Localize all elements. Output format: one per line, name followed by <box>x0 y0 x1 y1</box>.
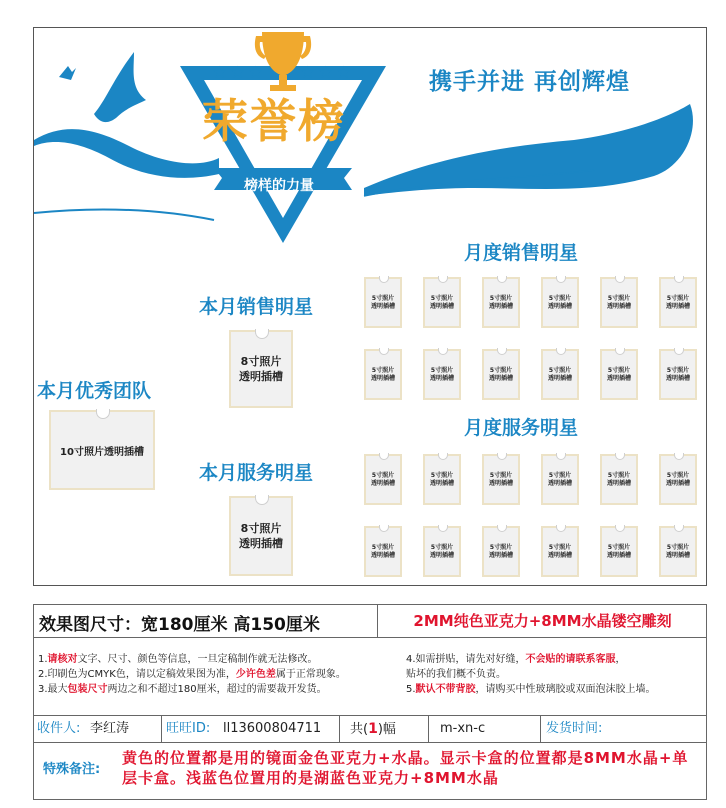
star-photo-pocket <box>423 454 461 505</box>
pocket-label: 5寸照片 透明插槽 <box>488 543 513 559</box>
order-info-sheet <box>33 604 707 800</box>
ship-time-label: 发货时间: <box>546 721 603 736</box>
star-photo-pocket <box>423 349 461 400</box>
divider <box>161 716 162 742</box>
pocket-label: 5寸照片 透明插槽 <box>547 366 572 382</box>
divider <box>540 716 541 742</box>
pocket-label: 5寸照片 透明插槽 <box>606 366 631 382</box>
star-photo-pocket <box>482 526 520 577</box>
special-note-label: 特殊备注: <box>43 762 101 777</box>
pocket-label: 5寸照片 透明插槽 <box>665 471 690 487</box>
pocket-notch <box>255 329 269 339</box>
pocket-label: 5寸照片 透明插槽 <box>665 543 690 559</box>
star-photo-pocket <box>541 526 579 577</box>
material-label: 2MM纯色亚克力+8MM水晶镂空雕刻 <box>377 605 707 638</box>
star-photo-pocket <box>364 349 402 400</box>
note-line: 4.如需拼贴，请先对好缝，不会贴的请联系客服， <box>406 654 626 665</box>
pocket-notch <box>615 453 625 460</box>
pocket-notch <box>255 495 269 505</box>
wave-line <box>34 209 214 220</box>
pocket-notch <box>556 276 566 283</box>
notes-right <box>406 652 656 697</box>
star-photo-pocket <box>364 526 402 577</box>
bird-icon <box>59 66 76 80</box>
pocket-notch <box>438 348 448 355</box>
pocket-notch <box>497 348 507 355</box>
pocket-label: 5寸照片 透明插槽 <box>606 471 631 487</box>
star-photo-pocket <box>600 454 638 505</box>
honor-title: 荣誉榜 <box>202 94 346 148</box>
star-photo-pocket <box>659 277 697 328</box>
pocket-label: 5寸照片 透明插槽 <box>547 294 572 310</box>
honor-subtitle: 榜样的力量 <box>244 178 314 194</box>
pocket-notch <box>674 525 684 532</box>
star-icon: ★ <box>230 63 246 83</box>
pocket-notch <box>674 348 684 355</box>
pocket-label: 8寸照片 透明插槽 <box>239 355 283 383</box>
size-row <box>34 605 706 638</box>
shipping-row <box>34 715 706 743</box>
pocket-label: 5寸照片 透明插槽 <box>606 543 631 559</box>
pocket-label: 5寸照片 透明插槽 <box>370 543 395 559</box>
star-photo-pocket <box>482 349 520 400</box>
size-label: 效果图尺寸：宽180厘米 高150厘米 <box>39 615 320 635</box>
pocket-notch <box>674 276 684 283</box>
service-star-photo-pocket <box>229 496 293 576</box>
pocket-label: 5寸照片 透明插槽 <box>429 366 454 382</box>
pocket-label: 5寸照片 透明插槽 <box>429 294 454 310</box>
star-icon: ★ <box>318 63 334 83</box>
pocket-notch <box>438 525 448 532</box>
note-line: 贴坏的我们概不负责。 <box>406 669 506 680</box>
slogan: 携手并进 再创辉煌 <box>429 69 631 95</box>
pocket-label: 5寸照片 透明插槽 <box>488 471 513 487</box>
star-icon: ★ <box>248 63 264 83</box>
star-photo-pocket <box>423 526 461 577</box>
star-photo-pocket <box>600 526 638 577</box>
pocket-label: 8寸照片 透明插槽 <box>239 522 283 550</box>
pocket-notch <box>556 348 566 355</box>
pocket-label: 5寸照片 透明插槽 <box>547 471 572 487</box>
pocket-label: 5寸照片 透明插槽 <box>370 366 395 382</box>
order-code: m-xn-c <box>440 721 486 736</box>
pocket-notch <box>497 453 507 460</box>
star-photo-pocket <box>482 277 520 328</box>
pocket-notch <box>497 525 507 532</box>
star-photo-pocket <box>659 526 697 577</box>
pocket-notch <box>556 525 566 532</box>
this-month-service-title: 本月服务明星 <box>199 462 314 484</box>
design-board <box>33 27 707 586</box>
this-month-sales-title: 本月销售明星 <box>199 296 314 318</box>
star-photo-pocket <box>482 454 520 505</box>
pocket-notch <box>96 409 110 419</box>
team-photo-pocket <box>49 410 155 490</box>
pocket-label: 5寸照片 透明插槽 <box>547 543 572 559</box>
bird-icon <box>94 52 146 122</box>
star-photo-pocket <box>364 454 402 505</box>
star-photo-pocket <box>541 277 579 328</box>
star-photo-pocket <box>600 349 638 400</box>
pocket-notch <box>438 453 448 460</box>
recipient-label: 收件人: <box>37 721 81 736</box>
pocket-notch <box>379 525 389 532</box>
star-photo-pocket <box>659 454 697 505</box>
pocket-notch <box>438 276 448 283</box>
pocket-label: 5寸照片 透明插槽 <box>606 294 631 310</box>
pocket-label: 10寸照片透明插槽 <box>60 446 144 458</box>
star-photo-pocket <box>659 349 697 400</box>
excellent-team-title: 本月优秀团队 <box>37 380 152 402</box>
star-icon: ★ <box>212 63 228 83</box>
pocket-notch <box>615 525 625 532</box>
star-icon: ★ <box>336 63 352 83</box>
star-icon: ★ <box>300 63 316 83</box>
pocket-notch <box>674 453 684 460</box>
pocket-notch <box>556 453 566 460</box>
pocket-notch <box>379 276 389 283</box>
pocket-label: 5寸照片 透明插槽 <box>488 366 513 382</box>
star-photo-pocket <box>364 277 402 328</box>
pocket-label: 5寸照片 透明插槽 <box>665 294 690 310</box>
pocket-notch <box>379 348 389 355</box>
wangwang-value: ll13600804711 <box>223 721 322 736</box>
monthly-sales-title: 月度销售明星 <box>464 242 579 264</box>
pocket-label: 5寸照片 透明插槽 <box>370 294 395 310</box>
pocket-notch <box>615 348 625 355</box>
pocket-label: 5寸照片 透明插槽 <box>488 294 513 310</box>
note-line: 2.印刷色为CMYK色，请以定稿效果图为准，少许色差属于正常现象。 <box>38 669 346 680</box>
note-line: 5.默认不带背胶，请购买中性玻璃胶或双面泡沫胶上墙。 <box>406 684 656 695</box>
pocket-notch <box>615 276 625 283</box>
star-photo-pocket <box>600 277 638 328</box>
notes-left <box>38 652 346 697</box>
piece-count: 共(1)幅 <box>350 721 396 737</box>
note-line: 1.请核对文字、尺寸、颜色等信息，一旦定稿制作就无法修改。 <box>38 654 318 665</box>
wave-shape <box>364 104 693 196</box>
pocket-label: 5寸照片 透明插槽 <box>370 471 395 487</box>
pocket-label: 5寸照片 透明插槽 <box>429 543 454 559</box>
pocket-notch <box>379 453 389 460</box>
pocket-label: 5寸照片 透明插槽 <box>429 471 454 487</box>
pocket-label: 5寸照片 透明插槽 <box>665 366 690 382</box>
special-note-text: 黄色的位置都是用的镜面金色亚克力+水晶。显示卡盒的位置都是8MM水晶+单层卡盒。浅蓝色位置用的是湖蓝色亚克力+8MM水晶 <box>122 749 689 787</box>
star-photo-pocket <box>423 277 461 328</box>
sales-star-photo-pocket <box>229 330 293 408</box>
recipient-value: 李红涛 <box>90 721 130 736</box>
divider <box>339 716 340 742</box>
star-photo-pocket <box>541 454 579 505</box>
triangle-frame <box>180 66 386 243</box>
note-line: 3.最大包装尺寸两边之和不超过180厘米，超过的需要裁开发货。 <box>38 684 327 695</box>
divider <box>428 716 429 742</box>
pocket-notch <box>497 276 507 283</box>
wangwang-label: 旺旺ID: <box>166 721 211 736</box>
star-photo-pocket <box>541 349 579 400</box>
monthly-service-title: 月度服务明星 <box>464 417 579 439</box>
